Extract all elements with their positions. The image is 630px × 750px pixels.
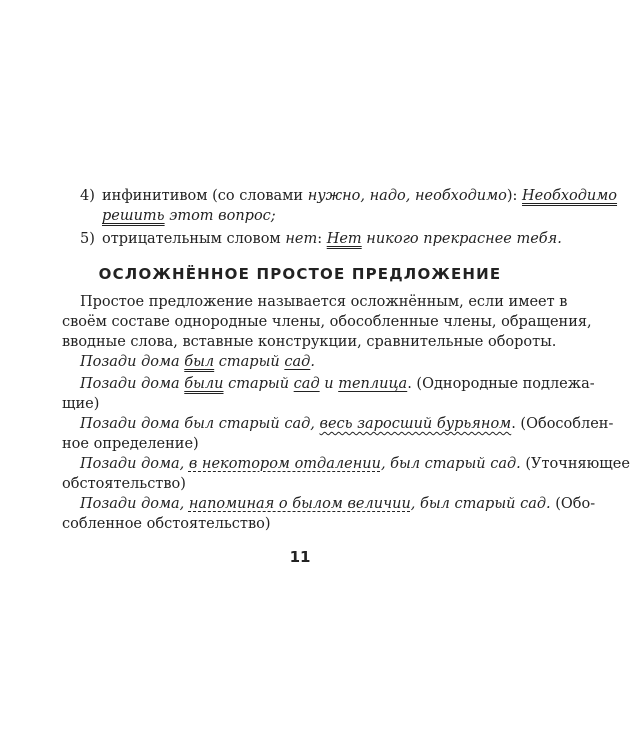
intro-line-1: Простое предложение называется осложнённым, если имеет в: [80, 294, 568, 310]
subject-word: сад: [284, 354, 311, 370]
intro-line-3: вводные слова, вставные конструкции, сравнительные обороты.: [62, 334, 557, 350]
list-item-4-line-2: [102, 206, 276, 226]
intro-line-2: своём составе однородные члены, обособленные члены, обращения,: [62, 314, 592, 330]
example-text: старый: [214, 354, 285, 370]
example-5-line-2: собленное обстоятельство): [62, 516, 271, 532]
example-text: Позади дома,: [80, 456, 189, 472]
example-3-line-1: [80, 414, 613, 434]
example-4-line-1: [80, 454, 630, 474]
punctuation: :: [317, 231, 327, 247]
section-heading: ОСЛОЖНЁННОЕ ПРОСТОЕ ПРЕДЛОЖЕНИЕ: [98, 265, 502, 283]
example-text: , был старый сад.: [380, 456, 521, 472]
page-number: 11: [289, 548, 311, 566]
example-note: . (Однородные подлежа-: [407, 376, 595, 392]
example-note: (Обо-: [550, 496, 596, 512]
subject-word: сад: [293, 376, 320, 392]
list-number: 4): [80, 188, 95, 204]
subject-word: теплица: [338, 376, 408, 392]
example-5-line-1: [80, 494, 595, 514]
example-rest: никого прекраснее тебя.: [361, 231, 562, 247]
predicate-word: Необходимо: [522, 188, 618, 204]
example-words: нужно, надо, необходимо: [307, 188, 507, 204]
list-item-5: [80, 229, 562, 249]
example-word: нет: [285, 231, 318, 247]
predicate-word: были: [184, 376, 224, 392]
example-text: и: [319, 376, 339, 392]
example-rest: этот вопрос;: [164, 208, 276, 224]
predicate-word: решить: [102, 208, 165, 224]
example-2-line-2: щие): [62, 396, 100, 412]
example-1: [80, 352, 315, 372]
item-text: отрицательным словом: [102, 231, 286, 247]
example-text: , был старый сад.: [410, 496, 551, 512]
list-item-4-line-1: [80, 186, 617, 206]
example-text: Позади дома: [80, 354, 185, 370]
adverbial-phrase: напоминая о былом величии: [188, 496, 411, 512]
predicate-word: был: [184, 354, 215, 370]
punctuation: ):: [506, 188, 523, 204]
example-note: . (Обособлен-: [511, 416, 614, 432]
example-text: старый: [223, 376, 294, 392]
example-text: Позади дома был старый сад,: [80, 416, 320, 432]
list-number: 5): [80, 231, 95, 247]
example-text: Позади дома: [80, 376, 185, 392]
example-4-line-2: обстоятельство): [62, 476, 186, 492]
example-2-line-1: [80, 374, 595, 394]
item-text: инфинитивом (со словами: [102, 188, 308, 204]
example-3-line-2: ное определение): [62, 436, 199, 452]
punctuation: .: [310, 354, 315, 370]
example-text: Позади дома,: [80, 496, 189, 512]
example-note: (Уточняющее: [520, 456, 630, 472]
modifier-phrase: весь заросший бурьяном: [319, 416, 512, 432]
predicate-word: Нет: [326, 231, 362, 247]
adverbial-phrase: в некотором отдалении: [188, 456, 381, 472]
